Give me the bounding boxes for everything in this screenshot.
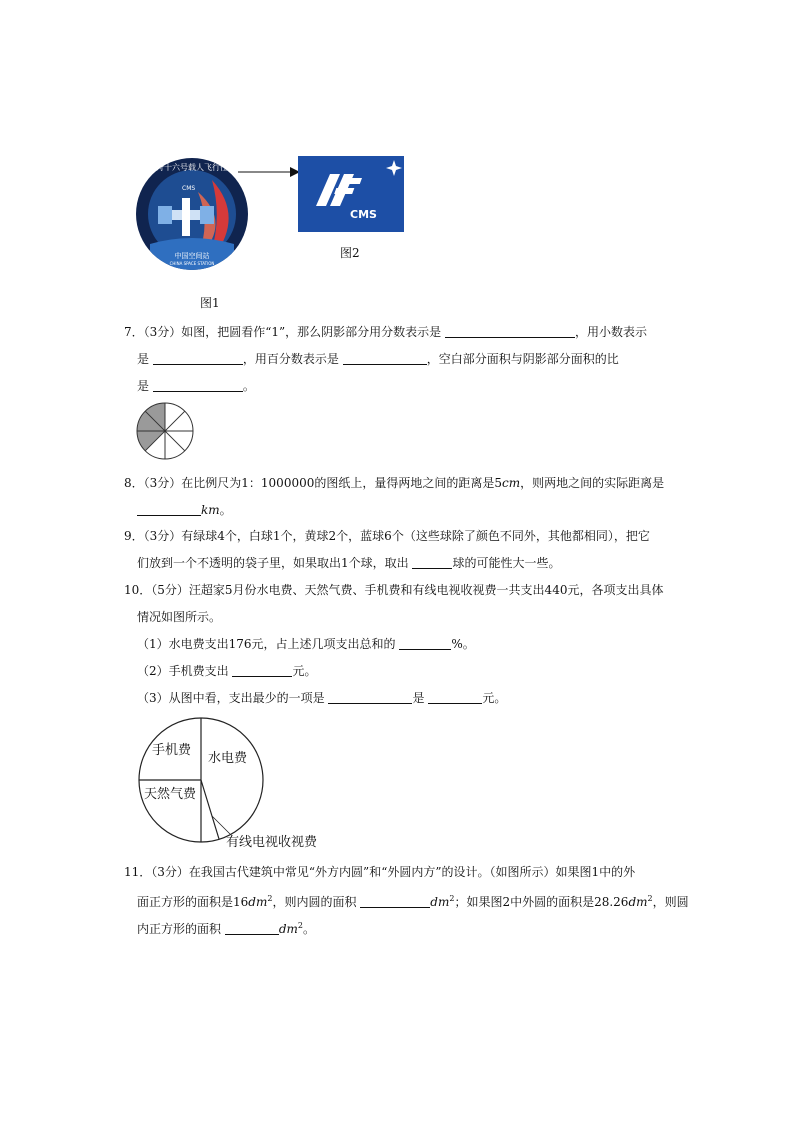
mission-badge-figure [136,140,248,310]
q10-blank-least-amount[interactable] [428,689,482,704]
q10-sub1-text-b: %。 [451,637,475,651]
q8-points: （3分） [143,476,182,490]
pie-label-water: 水电费 [208,751,248,766]
q11-text-2c: ；如果图2中外圆的面积是28.26 [454,895,629,909]
q11-blank-square-area[interactable] [225,920,279,935]
q11-sq-2: 2 [449,894,455,903]
q10-blank-least-item[interactable] [328,689,412,704]
q9-text-1: 有绿球4个，白球1个，黄球2个，蓝球6个（这些球除了颜色不同外，其他都相同），把它 [181,529,650,543]
q8-end: 。 [219,503,232,517]
q7-text-1a: 如图，把圆看作“1”，那么阴影部分用分数表示是 [181,325,442,339]
q11-line-3 [137,917,697,938]
badge-bottom-en-text: CHINA SPACE STATION [169,261,215,266]
q11-unit-3: dm [628,895,648,909]
q9-number: 9． [124,529,144,543]
q7-blank-fraction[interactable] [445,323,575,338]
badge-bottom-text: 中国空间站 [174,252,210,260]
q10-sub2-text-b: 元。 [292,664,317,678]
q11-text-1: 在我国古代建筑中常见“外方内圆”和“外圆内方”的设计。（如图所示）如果图1中的外 [188,865,636,879]
q11-line-2 [137,890,697,911]
q11-text-2a: 面正方形的面积是16 [137,895,249,909]
q11-line-1 [124,863,684,881]
q8-unit-km: km [201,503,220,517]
q11-sq-3: 2 [647,894,653,903]
q11-number: 11． [124,865,152,879]
q11-unit-1: dm [248,895,268,909]
q10-line-1 [124,581,684,599]
q10-blank-percent[interactable] [399,635,451,650]
q7-blank-ratio[interactable] [153,377,243,392]
q10-text-2: 情况如图所示。 [137,610,222,624]
pie-label-phone: 手机费 [152,743,192,758]
badge-cms-text: CMS [182,185,196,192]
q11-sq-4: 2 [297,921,303,930]
q9-blank-color[interactable] [412,554,452,569]
q7-text-3a: 是 [137,379,150,393]
q11-text-3a: 内正方形的面积 [137,922,222,936]
q7-shaded-sector-3 [137,431,165,451]
q8-number: 8． [124,476,144,490]
q11-sq-1: 2 [267,894,273,903]
q11-points: （3分） [151,865,189,879]
q8-unit-cm: cm [502,476,521,490]
pie-label-cable: 有线电视收视费 [226,835,318,850]
q10-points: （5分） [151,583,189,597]
q10-blank-phone[interactable] [232,662,292,677]
arrow-icon [238,164,300,180]
q8-line-1 [124,474,684,492]
q9-text-2b: 球的可能性大一些。 [452,556,561,570]
q9-points: （3分） [143,529,182,543]
q7-line-1 [124,323,684,341]
badge-top-text: 神舟十六号载人飞行任务 [148,163,236,172]
q10-sub2-text-a: （2）手机费支出 [137,664,229,678]
q10-sub-1 [137,635,697,653]
cms-logo-image [298,156,404,232]
q10-sub-3 [137,689,697,707]
q10-line-2 [137,608,697,626]
q7-points: （3分） [143,325,182,339]
cms-logo-text: CMS [350,208,377,221]
q10-sub3-text-b: 是 [412,691,425,705]
q10-sub1-text-a: （1）水电费支出176元，占上述几项支出总和的 [137,637,396,651]
q11-unit-4: dm [278,922,298,936]
q7-text-3b: 。 [242,379,255,393]
q7-text-2c: ，空白部分面积与阴影部分面积的比 [426,352,619,366]
q11-unit-2: dm [430,895,450,909]
q8-text-1: 在比例尺为1：1000000的图纸上，量得两地之间的距离是5 [181,476,502,490]
q7-blank-decimal[interactable] [153,350,243,365]
q7-blank-percent[interactable] [343,350,427,365]
q10-sub3-text-a: （3）从图中看，支出最少的一项是 [137,691,325,705]
q10-text-1: 汪超家5月份水电费、天然气费、手机费和有线电视收视费一共支出440元，各项支出具体 [188,583,664,597]
q7-circle-figure [134,400,196,462]
q8-text-1b: ，则两地之间的实际距离是 [520,476,665,490]
figure-1-caption: 图1 [200,296,220,310]
q7-line-3 [137,377,697,395]
q7-text-1b: ，用小数表示 [575,325,648,339]
q11-text-3b: 。 [303,922,316,936]
q10-number: 10． [124,583,152,597]
q11-blank-circle-area[interactable] [360,893,430,908]
q10-sub-2 [137,662,697,680]
q10-pie-chart [134,716,344,852]
q9-line-2 [137,554,697,572]
mission-badge-image [136,140,248,288]
q10-sub3-text-c: 元。 [482,691,507,705]
figure-2-caption: 图2 [340,246,360,260]
q7-text-2b: ，用百分数表示是 [242,352,339,366]
q7-text-2a: 是 [137,352,150,366]
q7-number: 7． [124,325,144,339]
q11-text-2d: ，则圆 [652,895,689,909]
q9-text-2a: 们放到一个不透明的袋子里，如果取出1个球，取出 [137,556,409,570]
q8-line-2 [137,501,697,519]
q9-line-1 [124,527,684,545]
cms-logo-figure [298,156,404,264]
q7-line-2 [137,350,697,368]
q8-blank-distance[interactable] [137,501,201,516]
q11-text-2b: ，则内圆的面积 [272,895,357,909]
pie-label-gas: 天然气费 [144,787,197,802]
